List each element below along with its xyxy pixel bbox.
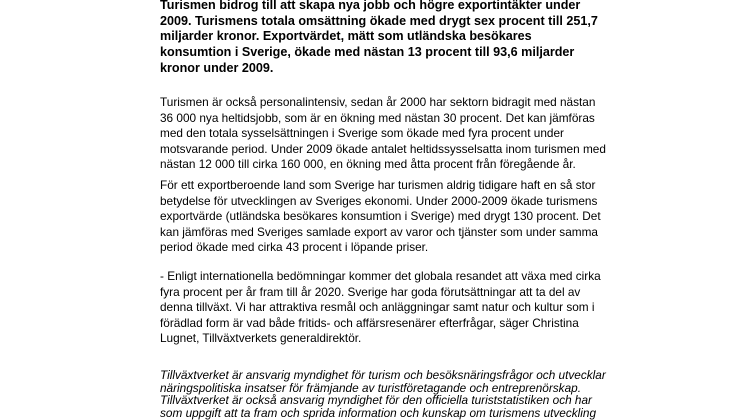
lead-line: konsumtion i Sverige, ökade med nästan 13 procent till 93,6 miljarder [160,45,575,60]
lead-line: Turismen bidrog till att skapa nya jobb och högre exportintäkter under [160,0,581,12]
body-paragraph-quote [160,269,660,347]
lead-line: kronor under 2009. [160,60,274,75]
footer-line: Tillväxtverket är ansvarig myndighet för turism och besöksnäringsfrågor och utvecklar [160,368,606,382]
paragraph-line: betydelse för utvecklingen av Sveriges ekonomi. Under 2000-2009 ökade turismens [160,193,598,208]
body-paragraph-employment [160,95,660,173]
paragraph-line: nästan 12 000 till cirka 160 000, en ökning med åtta procent från föregående år. [160,157,576,172]
lead-line: miljarder kronor. Exportvärdet, mätt som utländska besökares [160,29,532,44]
lead-paragraph [160,0,660,77]
paragraph-line: fyra procent per år fram till år 2020. Sverige har goda förutsättningar att ta del av [160,284,581,299]
paragraph-line: denna tillväxt. Vi har attraktiva resmål och anläggningar samt natur och kultur som i [160,300,595,315]
paragraph-line: motsvarande period. Under 2009 ökade antalet heltidssysselsatta inom turismen med [160,141,606,156]
paragraph-line: period ökade med cirka 43 procent i löpande priser. [160,240,429,255]
body-paragraph-export [160,178,660,256]
agency-footer-note [160,369,660,420]
footer-line: näringspolitiska insatser för främjande av turistföretagande och entreprenörskap. [160,380,581,395]
lead-line: 2009. Turismens totala omsättning ökade med drygt sex procent till 251,7 [160,13,598,28]
paragraph-line: Turismen är också personalintensiv, sedan år 2000 har sektorn bidragit med nästan [160,95,596,109]
paragraph-line: med den totala sysselsättningen i Sverige som ökade med fyra procent under [160,126,564,141]
paragraph-line: exportvärde (utländska besökares konsumtion i Sverige) med drygt 130 procent. Det [160,209,601,224]
paragraph-line: kan jämföras med Sveriges samlade export av varor och tjänster som under samma [160,224,598,239]
paragraph-line: 36 000 nya heltidsjobb, som är en ökning med nästan 30 procent. Det kan jämföras [160,110,595,125]
footer-line: som uppgift att ta fram och sprida information och kunskap om turismens utveckling [160,406,597,420]
paragraph-line: - Enligt internationella bedömningar kommer det globala resandet att växa med cirka [160,269,601,283]
footer-line: Tillväxtverket är också ansvarig myndighet för den officiella turiststatistiken och har [160,393,592,408]
paragraph-line: Lugnet, Tillväxtverkets generaldirektör. [160,331,362,346]
paragraph-line: förädlad form är vad både fritids- och affärsresenärer efterfrågar, säger Christina [160,315,579,330]
paragraph-line: För ett exportberoende land som Sverige har turismen aldrig tidigare haft en så stor [160,178,596,192]
